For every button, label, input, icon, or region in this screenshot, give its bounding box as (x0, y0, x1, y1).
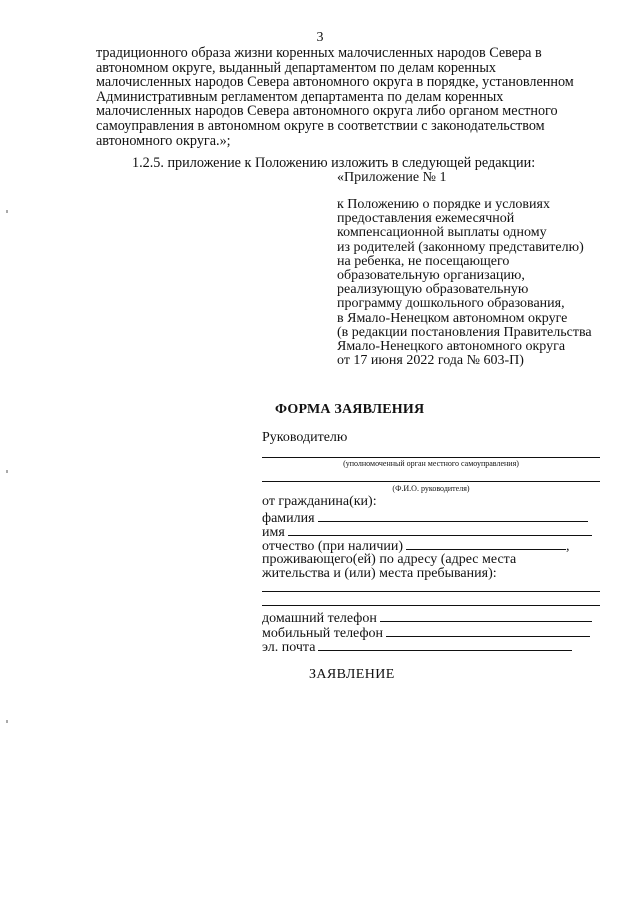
annex-line: программу дошкольного образования, (337, 296, 565, 312)
home-phone-field (262, 610, 592, 626)
mobile-phone-blank (386, 625, 590, 637)
residing-line-1: проживающего(ей) по адресу (адрес места (262, 552, 517, 567)
annex-line: от 17 июня 2022 года № 603-П) (337, 353, 524, 369)
from-citizen-label: от гражданина(ки): (262, 494, 377, 509)
home-phone-label: домашний телефон (262, 611, 377, 626)
annex-line: образовательную организацию, (337, 268, 525, 284)
surname-label: фамилия (262, 511, 315, 526)
form-title: ФОРМА ЗАЯВЛЕНИЯ (275, 402, 425, 417)
body-paragraph (96, 46, 603, 148)
annex-line: из родителей (законному представителю) (337, 239, 584, 255)
patronymic-field: отчество (при наличии) , (262, 539, 570, 554)
body-line: автономном округе, выданный департаментом по делам коренных (96, 59, 497, 76)
scan-edge-mark (6, 720, 8, 723)
annex-reference-block (337, 198, 617, 368)
annex-line: Ямало-Ненецкого автономного округа (337, 339, 566, 355)
annex-line: компенсационной выплаты одному (337, 225, 547, 241)
body-line: традиционного образа жизни коренных малочисленных народов Севера в (96, 45, 542, 61)
address-blank-line-2 (262, 605, 600, 606)
page-number: 3 (316, 30, 324, 45)
scan-edge-mark (6, 470, 8, 473)
annex-line: (в редакции постановления Правительства (337, 324, 592, 340)
annex-line: предоставления ежемесячной (337, 211, 515, 227)
head-name-blank-line (262, 481, 600, 482)
email-field (262, 639, 572, 655)
scan-edge-mark (6, 210, 8, 213)
home-phone-blank (380, 610, 592, 622)
authority-caption: (уполномоченный орган местного самоуправления) (343, 459, 519, 468)
body-line: самоуправления в автономном округе в соответствии с законодательством (96, 117, 545, 134)
annex-heading: «Приложение № 1 (337, 170, 447, 185)
head-name-caption: (Ф.И.О. руководителя) (392, 484, 470, 493)
body-line: малочисленных народов Севера автономного округа в порядке, установленном (96, 74, 574, 91)
surname-blank (318, 510, 588, 522)
annex-line: в Ямало-Ненецком автономном округе (337, 310, 568, 326)
residing-line-2: жительства и (или) места пребывания): (262, 566, 497, 581)
mobile-phone-label: мобильный телефон (262, 626, 384, 641)
body-line: малочисленных народов Севера автономного округа либо органом местного (96, 103, 558, 120)
item-1-2-5: 1.2.5. приложение к Положению изложить в следующей редакции: (132, 155, 536, 171)
email-label: эл. почта (262, 640, 316, 655)
statement-title: ЗАЯВЛЕНИЕ (309, 667, 395, 682)
patronymic-blank (406, 538, 566, 550)
annex-line: на ребенка, не посещающего (337, 253, 510, 269)
body-line: Административным регламентом департамента по делам коренных (96, 88, 504, 105)
authority-blank-line (262, 457, 600, 458)
address-blank-line-1 (262, 591, 600, 592)
body-line: автономного округа.»; (96, 132, 231, 149)
email-blank (318, 639, 572, 651)
patronymic-label: отчество (при наличии) (262, 539, 404, 554)
annex-line: к Положению о порядке и условиях (337, 197, 550, 212)
name-label: имя (262, 525, 285, 540)
name-blank (288, 524, 592, 536)
annex-line: реализующую образовательную (337, 282, 529, 298)
addressee-label: Руководителю (262, 430, 348, 445)
